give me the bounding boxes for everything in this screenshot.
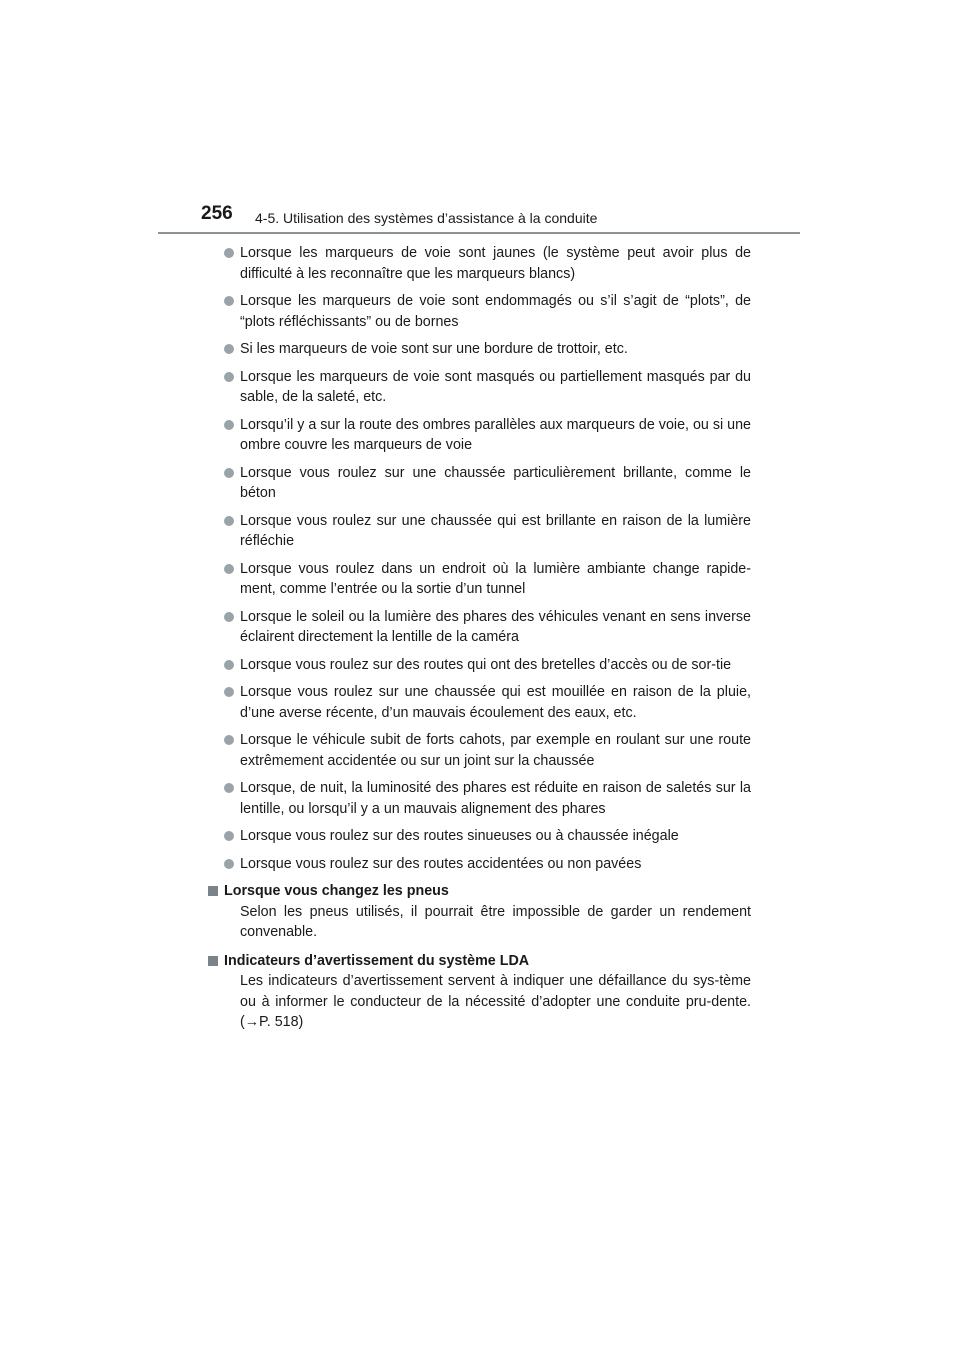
bullet-icon [224,248,234,258]
subsection-heading-text: Lorsque vous changez les pneus [224,883,449,899]
list-item [224,826,751,847]
list-item [224,415,751,456]
subsection-lda-warnings [224,951,751,1033]
list-item-text: Lorsque les marqueurs de voie sont endommagés ou s’il s’agit de “plots”, de “plots réfléchissants” ou de bornes [240,293,751,330]
list-item-text: Lorsque le véhicule subit de forts cahots, par exemple en roulant sur une route extrêmement accidentée ou sur un joint sur la chaussée [240,732,751,769]
list-item [224,778,751,819]
list-item-text: Lorsque vous roulez sur des routes accidentées ou non pavées [240,855,642,872]
subsection-heading-text: Indicateurs d’avertissement du système LDA [224,952,530,969]
square-bullet-icon [208,886,218,896]
main-content [224,243,751,1041]
list-item-text: Lorsque vous roulez sur une chaussée qui est brillante en raison de la lumière réfléchie [240,512,751,549]
subsection-body: Selon les pneus utilisés, il pourrait être impossible de garder un rendement convenable. [240,903,751,940]
subsection-heading [208,951,751,972]
page-header [158,200,800,234]
bullet-icon [224,859,234,869]
list-item [224,730,751,771]
list-item-text: Lorsque vous roulez sur une chaussée qui est mouillée en raison de la pluie, d’une averse récente, d’un mauvais écoulement des eaux, etc. [240,684,751,721]
list-item-text: Lorsqu’il y a sur la route des ombres parallèles aux marqueurs de voie, ou si une ombre couvre les marqueurs de voie [240,416,751,453]
list-item-text: Lorsque vous roulez sur des routes qui ont des bretelles d’accès ou de sor-tie [240,656,732,673]
list-item-text: Lorsque vous roulez sur des routes sinueuses ou à chaussée inégale [240,828,679,844]
list-item-text: Lorsque le soleil ou la lumière des phares des véhicules venant en sens inverse éclairent directement la lentille de la caméra [240,608,751,645]
header-divider [158,232,800,234]
bullet-icon [224,735,234,745]
list-item [224,511,751,552]
square-bullet-icon [208,956,218,966]
list-item [224,682,751,723]
section-title: 4-5. Utilisation des systèmes d’assistance à la conduite [255,210,598,226]
subsection-tires [224,881,751,943]
bullet-icon [224,296,234,306]
list-item [224,854,751,875]
bullet-icon [224,372,234,382]
bullet-icon [224,468,234,478]
list-item [224,463,751,504]
list-item-text: Lorsque, de nuit, la luminosité des phares est réduite en raison de saletés sur la lentille, ou lorsqu’il y a un mauvais alignement des phares [240,780,751,817]
list-item [224,559,751,600]
bullet-icon [224,660,234,670]
bullet-icon [224,687,234,697]
list-item-text: Si les marqueurs de voie sont sur une bordure de trottoir, etc. [240,341,628,357]
bullet-icon [224,564,234,574]
list-item [224,655,751,676]
subsection-body: Les indicateurs d’avertissement servent à indiquer une défaillance du sys-tème ou à informer le conducteur de la nécessité d’adopter une conduite pru-dente. (→P. 518) [240,973,751,1030]
page-number: 256 [201,203,233,224]
list-item-text: Lorsque vous roulez sur une chaussée particulièrement brillante, comme le béton [240,464,751,501]
list-item [224,607,751,648]
bullet-icon [224,831,234,841]
list-item [224,243,751,284]
bullet-icon [224,516,234,526]
list-item-text: Lorsque vous roulez dans un endroit où la lumière ambiante change rapide-ment, comme l’entrée ou la sortie d’un tunnel [240,560,751,597]
bullet-icon [224,783,234,793]
bullet-icon [224,612,234,622]
bullet-icon [224,420,234,430]
bullet-icon [224,344,234,354]
list-item [224,291,751,332]
list-item [224,339,751,360]
list-item-text: Lorsque les marqueurs de voie sont masqués ou partiellement masqués par du sable, de la saleté, etc. [240,368,751,405]
list-item [224,367,751,408]
list-item-text: Lorsque les marqueurs de voie sont jaunes (le système peut avoir plus de difficulté à les reconnaître que les marqueurs blancs) [240,245,751,282]
subsection-heading [208,881,751,902]
